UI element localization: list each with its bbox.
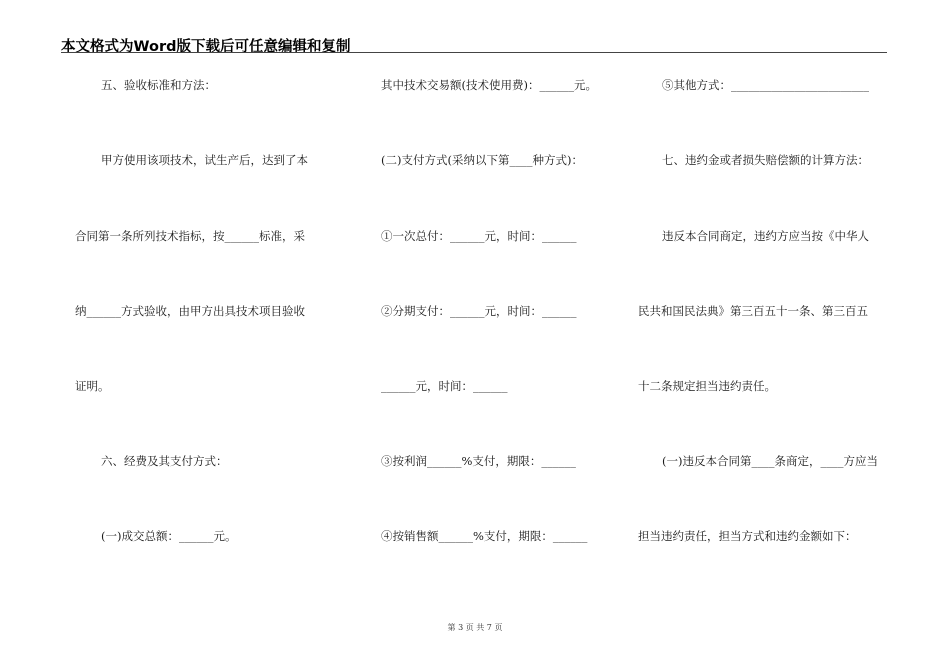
header-divider xyxy=(61,52,887,53)
paragraph-line: 证明。 xyxy=(75,379,110,393)
paragraph-line: 民共和国民法典》第三百五十一条、第三百五 xyxy=(638,304,868,318)
paragraph-line: ④按销售额______%支付，期限：______ xyxy=(381,529,588,543)
paragraph-line: 违反本合同商定，违约方应当按《中华人 xyxy=(662,229,869,243)
document-header-title: 本文格式为Word版下载后可任意编辑和复制 xyxy=(61,39,351,55)
paragraph-line: 纳______方式验收，由甲方出具技术项目验收 xyxy=(75,304,305,318)
paragraph-line: (二)支付方式(采纳以下第____种方式)： xyxy=(381,153,583,167)
paragraph-line: ②分期支付：______元，时间：______ xyxy=(381,304,577,318)
paragraph-line: ______元，时间：______ xyxy=(381,379,508,393)
paragraph-line: 合同第一条所列技术指标，按______标准，采 xyxy=(75,229,305,243)
paragraph-line: 甲方使用该项技术，试生产后，达到了本 xyxy=(101,153,308,167)
section-heading-penalty: 七、违约金或者损失赔偿额的计算方法： xyxy=(662,153,869,167)
page-number-footer: 第 3 页 共 7 页 xyxy=(447,623,503,632)
paragraph-line: (一)成交总额：______元。 xyxy=(101,529,237,543)
section-heading-fees: 六、经费及其支付方式： xyxy=(101,454,228,468)
section-heading-acceptance: 五、验收标准和方法： xyxy=(101,78,216,92)
paragraph-line: 担当违约责任，担当方式和违约金额如下： xyxy=(638,529,857,543)
paragraph-line: ③按利润______%支付，期限：______ xyxy=(381,454,576,468)
paragraph-line: ⑤其他方式：________________________ xyxy=(662,78,869,92)
paragraph-line: 十二条规定担当违约责任。 xyxy=(638,379,776,393)
paragraph-line: ①一次总付：______元，时间：______ xyxy=(381,229,577,243)
paragraph-line: 其中技术交易额(技术使用费)：______元。 xyxy=(381,78,597,92)
paragraph-line: (一)违反本合同第____条商定，____方应当 xyxy=(662,454,878,468)
